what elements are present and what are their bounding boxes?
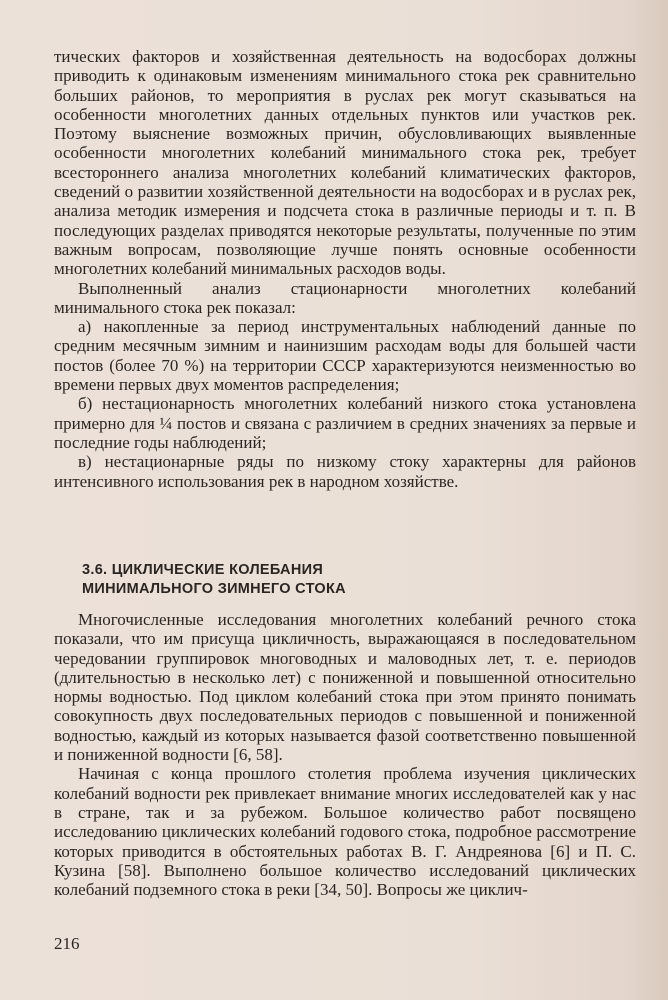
body-text-bottom	[54, 610, 636, 899]
list-item-a: а) накопленные за период инструментальных наблюдений данные по средним месячным зимним и наинизшим расходам воды для большей части постов (более 70 %) на территории СССР характеризуются неизменностью во времени первых двух моментов распределения;	[54, 317, 636, 395]
page-number: 216	[54, 934, 80, 953]
section-heading-line-1: 3.6. ЦИКЛИЧЕСКИЕ КОЛЕБАНИЯ	[82, 562, 324, 578]
paragraph-continuation: тических факторов и хозяйственная деятельность на водосборах должны приводить к одинаковым изменениям минимального стока рек сравнительно больших районов, то мероприятия в руслах рек могут сказываться на особенности многолетних данных отдельных пунктов или участков рек. Поэтому выяснение возможных причин, обусловливающих выявленные особенности многолетних колебаний минимального стока рек, требует всестороннего анализа многолетних колебаний климатических факторов, сведений о развитии хозяйственной деятельности на водосборах и в руслах рек, анализа методик измерения и подсчета стока в различные периоды и т. п. В последующих разделах приводятся некоторые результаты, полученные по этим важным вопросам, позволяющие лучше понять основные особенности многолетних колебаний минимальных расходов воды.	[54, 47, 636, 279]
section-heading	[82, 561, 346, 599]
paragraph-analysis-intro: Выполненный анализ стационарности многолетних колебаний минимального стока рек показал:	[54, 278, 636, 317]
list-item-b: б) нестационарность многолетних колебаний низкого стока установлена примерно для ¼ постов и связана с различием в средних значениях за первые и последние годы наблюдений;	[54, 394, 636, 452]
body-text-top	[54, 47, 636, 491]
paragraph-history: Начиная с конца прошлого столетия проблема изучения циклических колебаний водности рек привлекает внимание многих исследователей как у нас в стране, так и за рубежом. Большое количество работ посвящено исследованию циклических колебаний годового стока, подробное рассмотрение которых приводится в обстоятельных работах В. Г. Андреянова [6] и П. С. Кузина [58]. Выполнено большое количество исследований циклических колебаний подземного стока в реки [34, 50]. Вопросы же циклич-	[54, 764, 636, 900]
section-heading-line-2: МИНИМАЛЬНОГО ЗИМНЕГО СТОКА	[82, 581, 346, 597]
list-item-c: в) нестационарные ряды по низкому стоку характерны для районов интенсивного использования рек в народном хозяйстве.	[54, 452, 636, 491]
paragraph-cyclicity: Многочисленные исследования многолетних колебаний речного стока показали, что им присуща цикличность, выражающаяся в последовательном чередовании группировок многоводных и маловодных лет, т. е. периодов (длительностью в несколько лет) с пониженной и повышенной относительно нормы водностью. Под циклом колебаний стока при этом принято понимать совокупность двух последовательных периодов с повышенной и пониженной водностью, каждый из которых называется фазой соответственно повышенной и пониженной водности [6, 58].	[54, 610, 636, 765]
